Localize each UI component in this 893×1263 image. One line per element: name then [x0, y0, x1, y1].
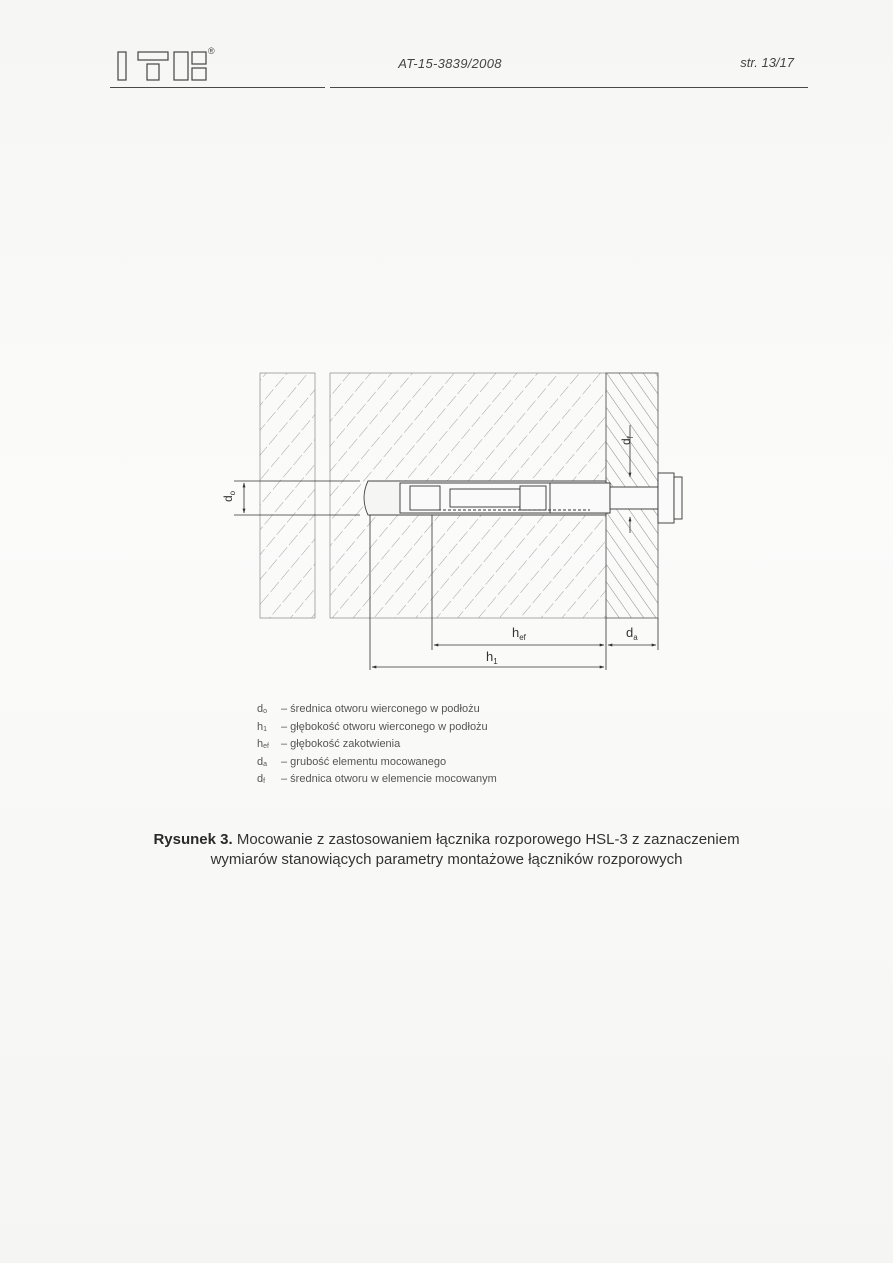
label-hef: $h_{ef}$	[512, 625, 526, 642]
legend-item: da – grubość elementu mocowanego	[257, 755, 447, 768]
anchor-diagram	[210, 365, 690, 685]
caption-line2: wymiarów stanowiących parametry montażowe łączników rozporowych	[210, 851, 683, 868]
header-rule-right	[330, 87, 808, 88]
label-h1: $h_1$	[486, 649, 498, 666]
label-df: $d_f$	[619, 436, 635, 445]
document-number: AT-15-3839/2008	[398, 56, 502, 71]
legend-item: do – średnica otworu wierconego w podłożu	[257, 703, 480, 715]
figure-caption	[100, 830, 793, 870]
legend	[257, 702, 497, 790]
substrate-left	[260, 373, 315, 618]
caption-label: Rysunek 3.	[153, 831, 233, 848]
legend-item: h1 – głębokość otworu wierconego w podłożu	[257, 720, 488, 733]
label-da: $d_a$	[626, 625, 638, 642]
header-rule-left	[110, 87, 325, 88]
page-indicator: str. 13/17	[740, 55, 794, 70]
legend-item: df – średnica otworu w elemencie mocowanym	[257, 773, 497, 786]
caption-text: Mocowanie z zastosowaniem łącznika rozporowego HSL-3 z zaznaczeniem	[232, 831, 740, 848]
registered-mark: ®	[208, 46, 215, 56]
label-d0: $d_o$	[221, 490, 237, 502]
legend-item: hef – głębokość zakotwienia	[257, 738, 401, 751]
